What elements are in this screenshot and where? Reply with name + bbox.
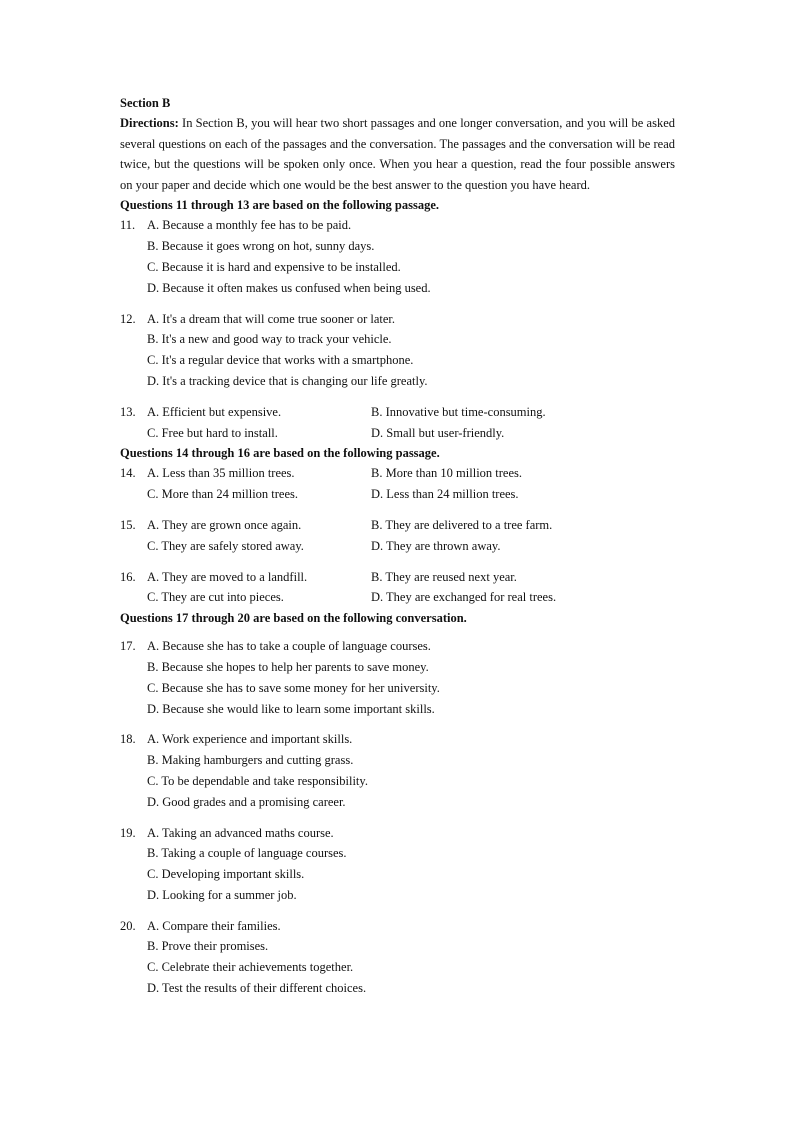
question-12 [120, 309, 675, 392]
option-b: B. Because she hopes to help her parents to save money. [147, 659, 429, 674]
option-a: A. Less than 35 million trees. [147, 466, 295, 481]
option-a: A. They are moved to a landfill. [147, 569, 308, 584]
option-c: C. Because it is hard and expensive to be installed. [147, 259, 401, 274]
option-d: D. It's a tracking device that is changing our life greatly. [147, 373, 428, 388]
option-a: A. Because she has to take a couple of language courses. [147, 639, 431, 654]
directions-text: In Section B, you will hear two short passages and one longer conversation, and you will be asked several questions on each of the passages and the conversation. The passages and the conversation will be read twice, but the questions will be spoken only once. When you hear a question, read the four possible answers on your paper and decide which one would be the best answer to the question you have heard. [120, 116, 675, 192]
option-c: C. Celebrate their achievements together. [147, 960, 354, 975]
option-c: C. To be dependable and take responsibility. [147, 773, 368, 788]
option-b: B. Making hamburgers and cutting grass. [147, 753, 354, 768]
question-15 [120, 515, 675, 557]
question-number: 20. [120, 918, 136, 933]
question-number: 16. [120, 569, 136, 584]
option-c: C. More than 24 million trees. [147, 487, 299, 502]
question-14 [120, 463, 675, 505]
option-d: D. They are exchanged for real trees. [371, 590, 557, 605]
question-number: 15. [120, 517, 136, 532]
question-18 [120, 729, 675, 812]
option-d: D. Less than 24 million trees. [371, 487, 519, 502]
section-title: Section B [120, 96, 171, 110]
option-a: A. It's a dream that will come true sooner or later. [147, 311, 396, 326]
option-b: B. More than 10 million trees. [371, 466, 523, 481]
option-a: A. Because a monthly fee has to be paid. [147, 218, 352, 233]
question-number: 13. [120, 404, 136, 419]
option-b: B. Prove their promises. [147, 939, 269, 954]
option-c: C. They are cut into pieces. [147, 590, 284, 605]
question-number: 17. [120, 639, 136, 654]
option-b: B. Because it goes wrong on hot, sunny days. [147, 239, 375, 254]
option-a: A. They are grown once again. [147, 517, 302, 532]
option-a: A. Taking an advanced maths course. [147, 825, 334, 840]
question-11 [120, 215, 675, 298]
option-c: C. They are safely stored away. [147, 538, 304, 553]
question-number: 12. [120, 311, 136, 326]
option-d: D. Good grades and a promising career. [147, 794, 346, 809]
question-number: 14. [120, 466, 136, 481]
option-c: C. Because she has to save some money for her university. [147, 680, 440, 695]
question-20 [120, 916, 675, 999]
option-b: B. Innovative but time-consuming. [371, 404, 546, 419]
option-d: D. Looking for a summer job. [147, 887, 297, 902]
worksheet-page [120, 93, 675, 999]
question-number: 18. [120, 732, 136, 747]
option-c: C. Developing important skills. [147, 867, 305, 882]
question-17 [120, 636, 675, 719]
option-b: B. They are reused next year. [371, 569, 517, 584]
question-16 [120, 567, 675, 609]
option-a: A. Work experience and important skills. [147, 732, 353, 747]
option-b: B. Taking a couple of language courses. [147, 846, 347, 861]
option-d: D. Because it often makes us confused when being used. [147, 280, 431, 295]
option-c: C. Free but hard to install. [147, 425, 278, 440]
option-a: A. Compare their families. [147, 918, 281, 933]
question-13 [120, 402, 675, 444]
option-b: B. They are delivered to a tree farm. [371, 517, 553, 532]
option-c: C. It's a regular device that works with a smartphone. [147, 353, 414, 368]
option-d: D. They are thrown away. [371, 538, 501, 553]
option-b: B. It's a new and good way to track your vehicle. [147, 332, 392, 347]
question-number: 19. [120, 825, 136, 840]
directions-label: Directions: [120, 116, 179, 130]
option-d: D. Test the results of their different choices. [147, 981, 367, 996]
option-d: D. Small but user-friendly. [371, 425, 505, 440]
question-19 [120, 823, 675, 906]
group-heading-11-13: Questions 11 through 13 are based on the following passage. [120, 198, 440, 213]
group-heading-17-20: Questions 17 through 20 are based on the following conversation. [120, 611, 467, 626]
directions-paragraph [120, 113, 675, 195]
question-number: 11. [120, 218, 136, 233]
option-d: D. Because she would like to learn some important skills. [147, 701, 435, 716]
option-a: A. Efficient but expensive. [147, 404, 282, 419]
group-heading-14-16: Questions 14 through 16 are based on the following passage. [120, 446, 440, 461]
